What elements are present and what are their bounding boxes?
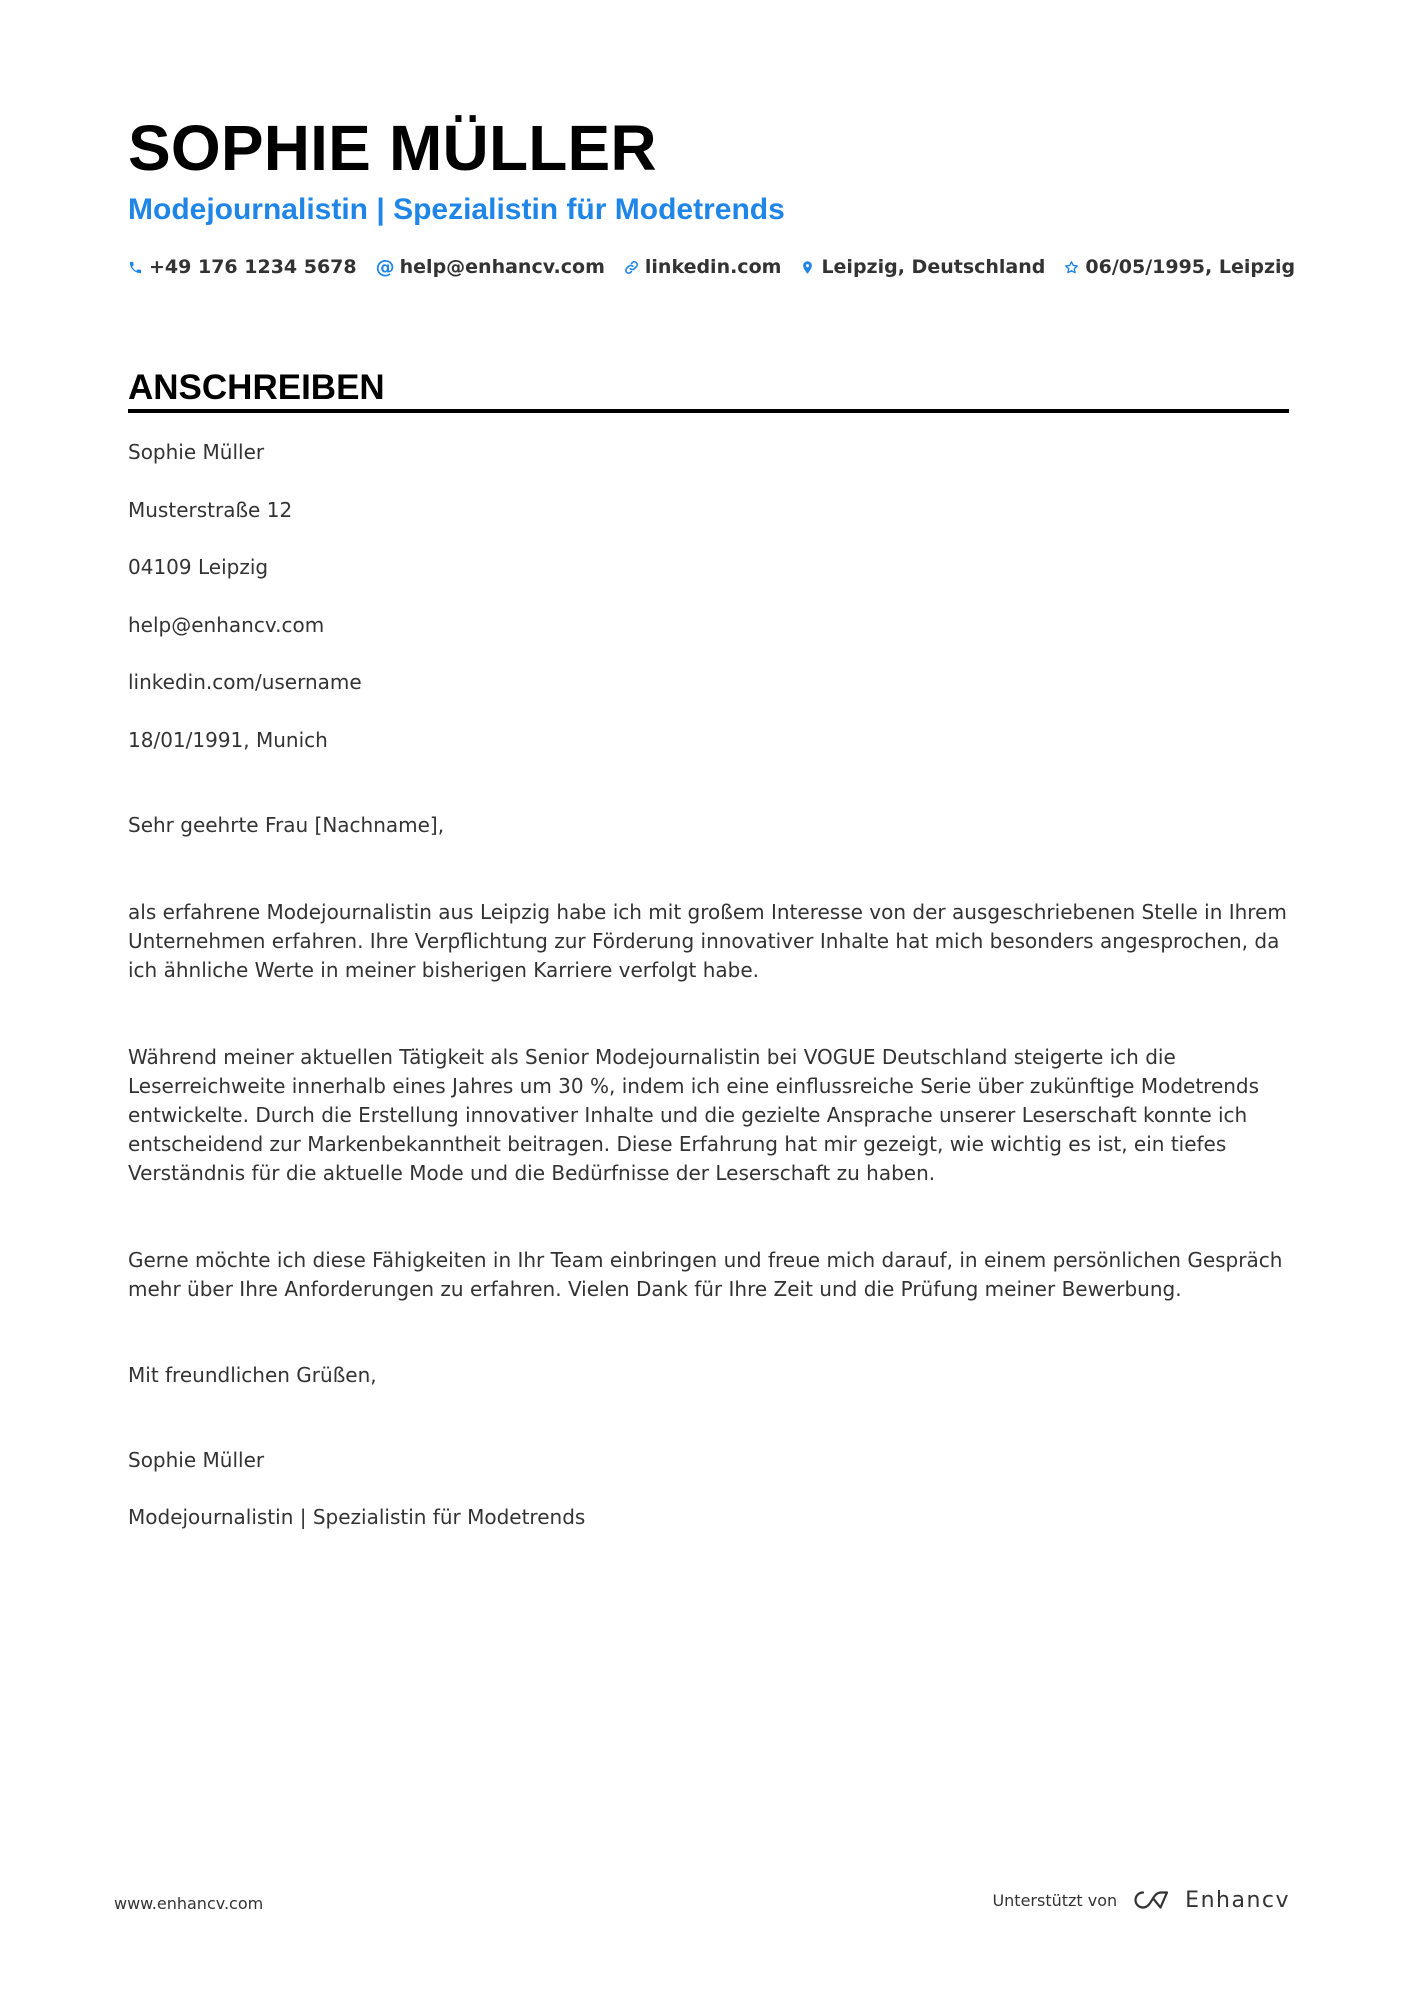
- phone-icon: [128, 260, 143, 275]
- contact-location-text: Leipzig, Deutschland: [821, 256, 1046, 278]
- body-paragraph: Gerne möchte ich diese Fähigkeiten in Ihr Team einbringen und freue mich darauf, in einem persönlichen Gespräch mehr über Ihre Anforderungen zu erfahren. Vielen Dank für Ihre Zeit und die Prüfung meiner Bewerbung.: [128, 1247, 1283, 1301]
- candidate-name: SOPHIE MÜLLER: [128, 112, 657, 184]
- contact-email-text: help@enhancv.com: [399, 256, 605, 278]
- link-icon: [624, 260, 639, 275]
- address-line: Sophie Müller: [128, 440, 265, 464]
- footer-branding: [992, 1887, 1290, 1913]
- at-icon: @: [375, 256, 395, 278]
- enhancv-logo-icon: [1129, 1887, 1175, 1913]
- powered-by-label: Unterstützt von: [992, 1890, 1118, 1910]
- contact-email[interactable]: [376, 256, 605, 278]
- footer-website[interactable]: www.enhancv.com: [114, 1894, 264, 1913]
- location-pin-icon: [800, 260, 815, 275]
- signature-name: Sophie Müller: [128, 1447, 265, 1472]
- contact-phone-text: +49 176 1234 5678: [149, 256, 357, 278]
- contact-phone[interactable]: [128, 256, 357, 278]
- letter-body: [128, 438, 1291, 1532]
- candidate-title: Modejournalistin | Spezialistin für Modetrends: [128, 193, 785, 226]
- section-title: ANSCHREIBEN: [128, 368, 385, 407]
- contact-bar: [128, 251, 1314, 283]
- contact-birthdate: [1064, 256, 1295, 278]
- address-line: 18/01/1991, Munich: [128, 727, 328, 752]
- contact-location: [800, 256, 1045, 278]
- star-icon: [1064, 260, 1079, 275]
- closing: Mit freundlichen Grüßen,: [128, 1362, 377, 1387]
- contact-birthdate-text: 06/05/1995, Leipzig: [1085, 256, 1296, 278]
- brand-name: Enhancv: [1185, 1887, 1290, 1913]
- body-paragraph: Während meiner aktuellen Tätigkeit als Senior Modejournalistin bei VOGUE Deutschland steigerte ich die Leserreichweite innerhalb eines Jahres um 30 %, indem ich eine einflussreiche Serie über zukünftige Modetrends entwickelte. Durch die Erstellung innovativer Inhalte und die gezielte Ansprache unserer Leserschaft konnte ich entscheidend zur Markenbekanntheit beitragen. Diese Erfahrung hat mir gezeigt, wie wichtig es ist, ein tiefes Verständnis für die aktuelle Mode und die Bedürfnisse der Leserschaft zu haben.: [128, 1044, 1260, 1185]
- section-divider: [128, 409, 1289, 413]
- contact-linkedin[interactable]: [624, 256, 782, 278]
- signature-title: Modejournalistin | Spezialistin für Modetrends: [128, 1505, 586, 1529]
- body-paragraph: als erfahrene Modejournalistin aus Leipzig habe ich mit großem Interesse von der ausgeschriebenen Stelle in Ihrem Unternehmen erfahren. Ihre Verpflichtung zur Förderung innovativer Inhalte hat mich besonders angesprochen, da ich ähnliche Werte in meiner bisherigen Karriere verfolgt habe.: [128, 899, 1287, 982]
- contact-linkedin-text: linkedin.com: [644, 256, 782, 278]
- salutation: Sehr geehrte Frau [Nachname],: [128, 812, 445, 837]
- address-line: Musterstraße 12: [128, 497, 293, 522]
- sender-address: [128, 438, 1291, 755]
- address-line: help@enhancv.com: [128, 612, 325, 637]
- address-line: linkedin.com/username: [128, 670, 362, 694]
- address-line: 04109 Leipzig: [128, 555, 269, 579]
